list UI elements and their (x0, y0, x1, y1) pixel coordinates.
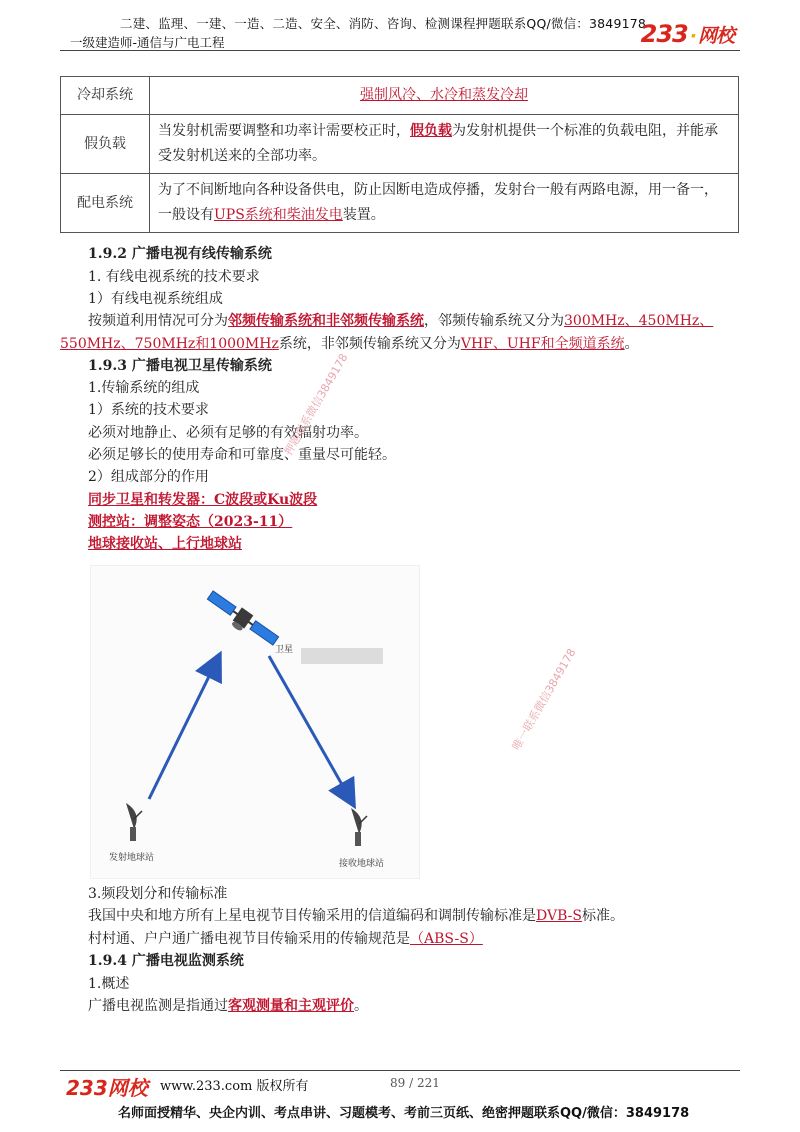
diagram-svg (91, 566, 419, 878)
subheading: 1）有线电视系统组成 (88, 291, 223, 307)
table-text: 为了不间断地向各种设备供电，防止因断电造成停播，发射台一般有两路电源，用一备一，一般设有 (158, 182, 718, 223)
section-heading: 1.9.3 广播电视卫星传输系统 (88, 358, 272, 374)
subheading: 1.传输系统的组成 (88, 380, 200, 396)
text: 广播电视监测是指通过 (88, 998, 228, 1014)
header-contact-line: 二建、监理、一建、一造、二造、安全、消防、咨询、检测课程押题联系QQ/微信：3849178 (120, 16, 647, 31)
table-key: 冷却系统 (61, 77, 150, 115)
highlight-text: VHF、UHF和全频道系统 (460, 336, 625, 352)
footer-site: www.233.com 版权所有 (160, 1079, 309, 1094)
table-row (61, 115, 739, 174)
subheading: 1.概述 (88, 976, 130, 992)
subheading: 3.频段划分和传输标准 (88, 886, 228, 902)
subheading: 2）组成部分的作用 (88, 469, 209, 485)
section-heading: 1.9.4 广播电视监测系统 (88, 953, 244, 969)
table-text: 当发射机需要调整和功率计需要校正时， (158, 123, 410, 139)
paragraph: 必须足够长的使用寿命和可靠度、重量尽可能轻。 (88, 447, 396, 463)
tx-station-label: 发射地球站 (109, 853, 155, 863)
watermark: 唯一联系微信3849178 (509, 646, 579, 753)
header-subtitle: 一级建造师-通信与广电工程 (70, 35, 225, 50)
highlight-line: 同步卫星和转发器：C波段或Ku波段 (88, 492, 318, 508)
table-text: 为发射机提供一个标准的负载电阻，并能承受发射机送来的全部功率。 (158, 123, 718, 164)
table-text: 装置。 (342, 207, 385, 223)
text: ，邻频传输系统又分为 (424, 313, 564, 329)
brand-logo (641, 20, 734, 48)
highlight-text: 邻频传输系统和非邻频传输系统 (228, 313, 424, 329)
uplink-arrow (149, 656, 219, 799)
text: 按频道利用情况可分为 (88, 313, 228, 329)
text: 标准。 (581, 908, 624, 924)
logo-text: 网校 (107, 1076, 148, 1100)
paragraph (88, 928, 483, 950)
footer-promo: 名师面授精华、央企内训、考点串讲、习题模考、考前三页纸、绝密押题联系QQ/微信：3849178 (118, 1106, 690, 1121)
paragraph (88, 905, 624, 927)
logo-number: 233 (66, 1076, 108, 1100)
paragraph (60, 333, 639, 355)
tx-dish-icon (126, 803, 142, 841)
highlight-text: UPS系统和柴油发电 (214, 207, 343, 223)
transmitter-table (60, 76, 739, 233)
section-heading: 1.9.2 广播电视有线传输系统 (88, 246, 272, 262)
paragraph (88, 310, 713, 332)
satellite-diagram (90, 565, 420, 879)
watermark: 押题联系微信3849178 (281, 351, 351, 458)
text: 。 (624, 336, 639, 352)
subheading: 1. 有线电视系统的技术要求 (88, 269, 260, 285)
highlight-line: 地球接收站、上行地球站 (88, 536, 242, 552)
text: 我国中央和地方所有上星电视节目传输采用的信道编码和调制传输标准是 (88, 908, 536, 924)
table-value (150, 115, 739, 174)
text: 。 (354, 998, 368, 1014)
highlight-text: 300MHz、450MHz、 (564, 313, 714, 329)
page-number: 89 / 221 (390, 1076, 440, 1090)
footer-divider (60, 1070, 740, 1071)
text: 村村通、户户通广播电视节目传输采用的传输规范是 (88, 931, 410, 947)
table-key: 配电系统 (61, 174, 150, 233)
satellite-icon (203, 589, 281, 652)
highlight-text: 强制风冷、水冷和蒸发冷却 (360, 87, 528, 103)
satellite-label: 卫星 (275, 645, 294, 655)
table-value (150, 174, 739, 233)
paragraph (88, 995, 368, 1017)
table-row (61, 77, 739, 115)
highlight-text: 550MHz、750MHz和1000MHz (60, 336, 279, 352)
blurred-label (301, 648, 383, 664)
highlight-text: 客观测量和主观评价 (228, 998, 354, 1014)
rx-dish-icon (351, 808, 367, 846)
logo-text: 网校 (697, 25, 734, 47)
header-divider (60, 50, 740, 51)
downlink-arrow (269, 656, 353, 804)
rx-station-label: 接收地球站 (339, 859, 385, 869)
highlight-text: 假负载 (410, 123, 452, 139)
table-key: 假负载 (61, 115, 150, 174)
subheading: 1）系统的技术要求 (88, 402, 209, 418)
paragraph: 必须对地静止、必须有足够的有效辐射功率。 (88, 425, 368, 441)
highlight-line: 测控站：调整姿态（2023-11） (88, 514, 293, 530)
highlight-text: （ABS-S） (410, 931, 483, 947)
text: 系统，非邻频传输系统又分为 (278, 336, 461, 352)
logo-dot: · (689, 25, 696, 47)
logo-number: 233 (640, 20, 688, 48)
highlight-text: DVB-S (536, 908, 582, 924)
table-value (150, 77, 739, 115)
footer-logo (66, 1072, 148, 1101)
table-row (61, 174, 739, 233)
